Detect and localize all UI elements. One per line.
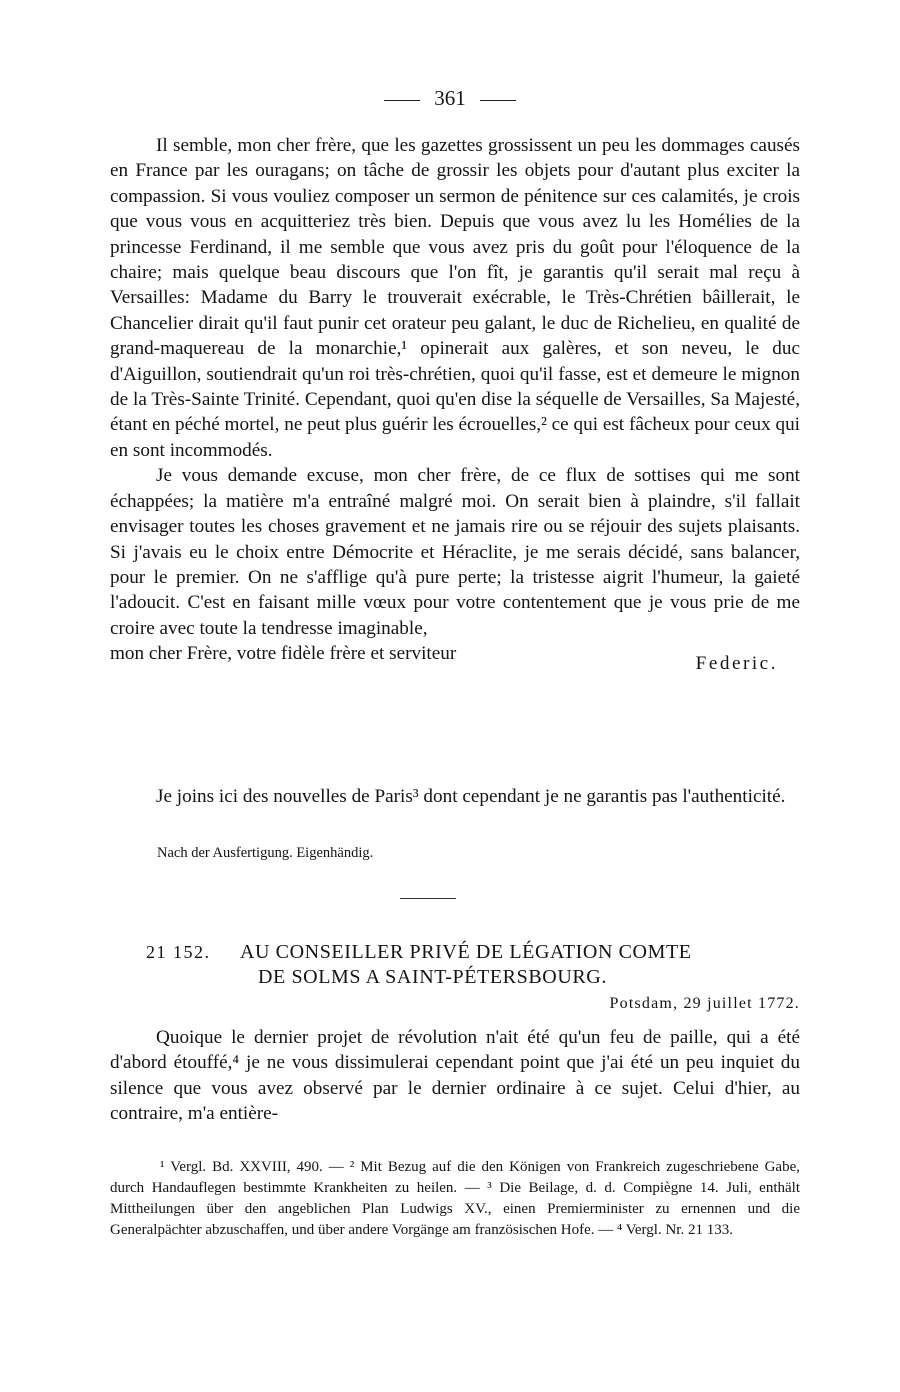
letter-1-paragraph-2 (110, 463, 800, 641)
dateline: Potsdam, 29 juillet 1772. (609, 995, 800, 1012)
postscript-block (110, 784, 800, 809)
header-dash-right (480, 100, 516, 101)
letter-1-text (110, 133, 800, 675)
section-divider (400, 898, 456, 899)
header-dash-left (384, 100, 420, 101)
letter-1-paragraph-2-main: Je vous demande excuse, mon cher frère, de ce flux de sottises qui me sont échappées; la matière m'a entraîné malgré moi. On serait bien à plaindre, s'il fallait envisager toutes les choses gravement et ne jamais rire ou se réjouir des sujets plaisants. Si j'avais eu le choix entre Démocrite et Héraclite, je me serais décidé, sans balancer, pour le premier. On ne s'afflige qu'à pure perte; la tristesse aigrit l'humeur, la gaieté l'adoucit. C'est en faisant mille vœux pour votre contentement que je vous prie de me croire avec toute la tendresse imaginable, (110, 465, 800, 639)
page-header (0, 86, 900, 111)
source-note: Nach der Ausfertigung. Eigenhändig. (157, 845, 374, 861)
postscript: Je joins ici des nouvelles de Paris³ dont cependant je ne garantis pas l'authenticité. (156, 786, 786, 807)
letter-2-text (110, 1025, 800, 1127)
footnotes-text: ¹ Vergl. Bd. XXVIII, 490. — ² Mit Bezug auf die den Königen von Frankreich zugeschriebene Gabe, durch Handauflegen bestimmte Krankheiten zu heilen. — ³ Die Beilage, d. d. Compiègne 14. Juli, enthält Mittheilungen über den angeblichen Plan Ludwigs XV., einen Premierminister zu ernennen und die Generalpächter abzuschaffen, und über andere Vorgänge am französischen Hofe. — ⁴ Vergl. Nr. 21 133. (110, 1159, 800, 1238)
closing-formula: mon cher Frère, votre fidèle frère et serviteur (110, 643, 457, 665)
signature: Federic. (695, 653, 778, 675)
page-number: 361 (434, 86, 466, 110)
letter-1-paragraph-1: Il semble, mon cher frère, que les gazettes grossissent un peu les dommages causés en France par les ouragans; on tâche de grossir les objets pour d'autant plus exciter la compassion. Si vous vouliez composer un sermon de pénitence sur ces calamités, je crois que vous vous en acquitteriez très bien. Depuis que vous avez lu les Homélies de la princesse Ferdinand, il me semble que vous avez pris du goût pour l'éloquence de la chaire; mais quelque beau discours que l'on fît, je garantis qu'il serait mal reçu à Versailles: Madame du Barry le trouverait exécrable, le Très-Chrétien bâillerait, le Chancelier dirait qu'il faut punir cet orateur peu galant, le duc de Richelieu, en qualité de grand-maquereau de la monarchie,¹ opinerait aux galères, et son neveu, le duc d'Aiguillon, soutiendrait qu'un roi très-chrétien, quoi qu'il fasse, est et demeure le mignon de la Très-Sainte Trinité. Cependant, quoi qu'en dise la séquelle de Versailles, Sa Majesté, étant en péché mortel, ne peut plus guérir les écrouelles,² ce qui est fâcheux pour ceux qui en sont incommodés. (110, 135, 800, 461)
heading-line-1: AU CONSEILLER PRIVÉ DE LÉGATION COMTE (240, 941, 692, 963)
footnotes (110, 1157, 800, 1241)
letter-number: 21 152. (146, 942, 211, 962)
closing-line (110, 641, 800, 675)
heading-line-2: DE SOLMS A SAINT-PÉTERSBOURG. (258, 966, 607, 988)
letter-2-paragraph-1: Quoique le dernier projet de révolution n'ait été qu'un feu de paille, qui a été d'abord étouffé,⁴ je ne vous dissimulerai cependant point que j'ai été un peu inquiet du silence que vous avez observé par le dernier ordinaire à ce sujet. Celui d'hier, au contraire, m'a entière- (110, 1027, 800, 1125)
